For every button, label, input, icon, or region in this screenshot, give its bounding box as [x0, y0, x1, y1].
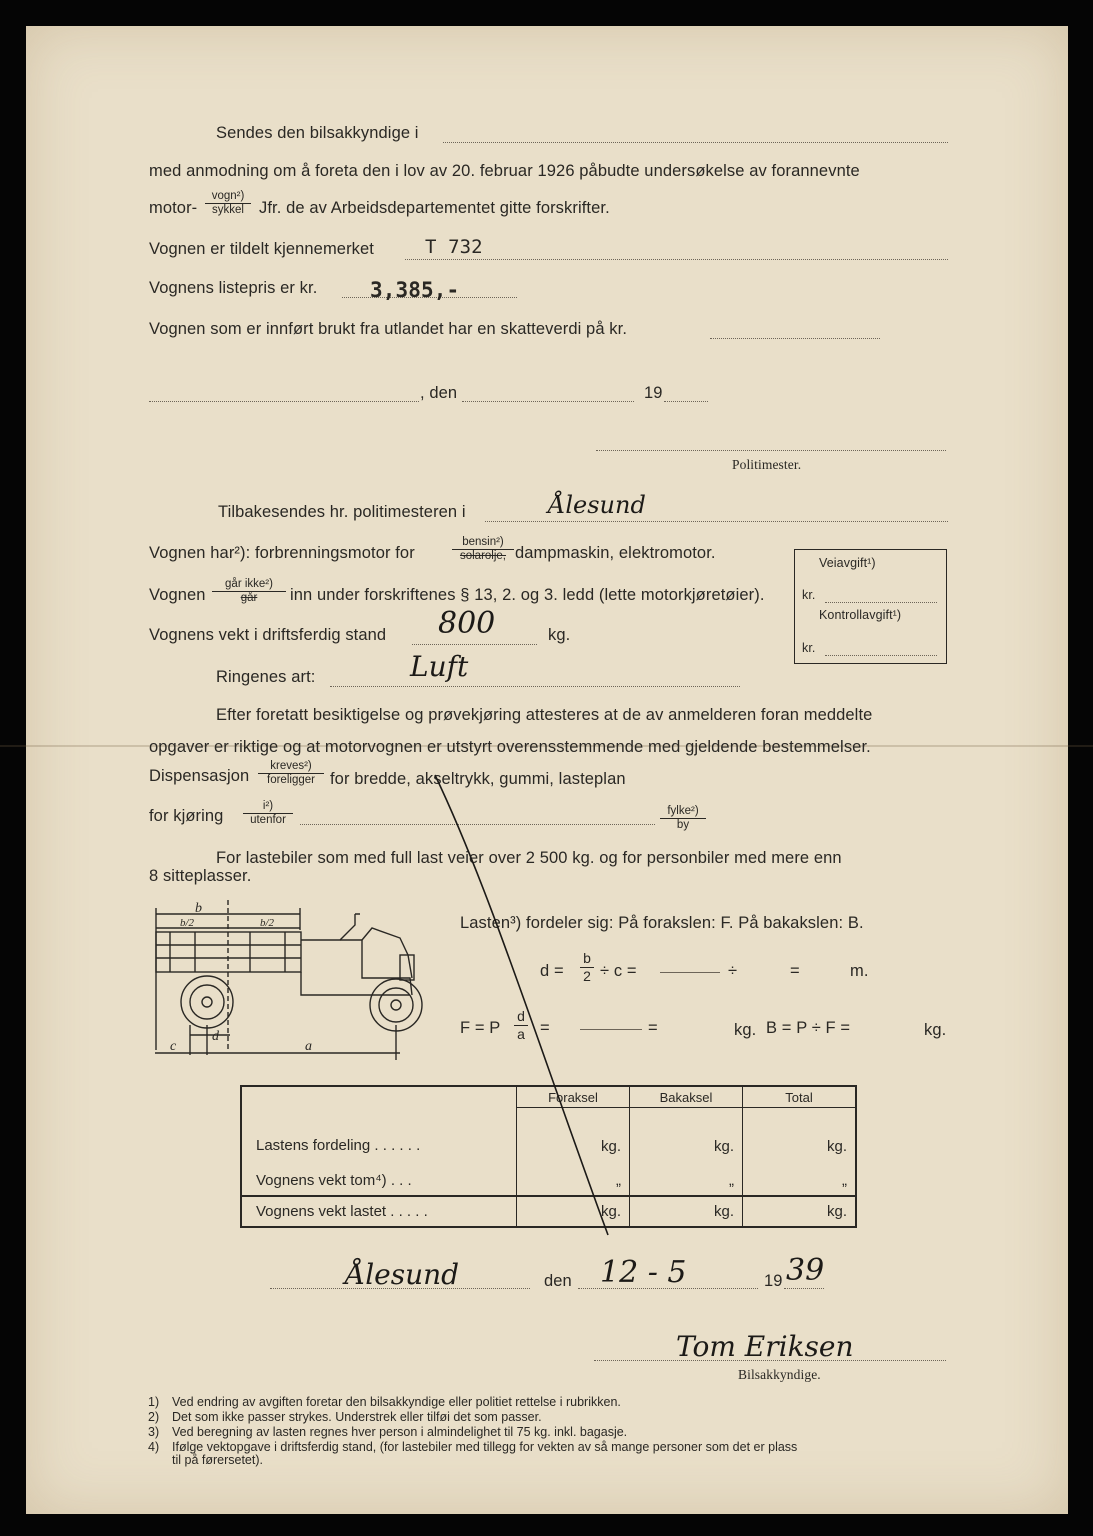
f-eq3: = — [648, 1019, 658, 1037]
kontrollavgift-label: Kontrollavgift¹) — [819, 608, 902, 622]
d-eq: d = — [540, 962, 564, 980]
f-eq: F = P — [460, 1019, 501, 1037]
b-num: b — [580, 950, 594, 968]
attest-line2: opgaver er riktige og at motorvognen er utstyrt overensstemmende med gjeldende bestemmelser. — [149, 738, 871, 756]
fee-box — [794, 549, 947, 664]
footnote-3-num: 3) — [148, 1425, 160, 1439]
footnote-1-num: 1) — [148, 1395, 160, 1409]
vekt-unit: kg. — [548, 626, 571, 644]
skatteverdi-field[interactable] — [710, 338, 880, 339]
gaar-bottom: går — [240, 592, 258, 604]
two-den: 2 — [583, 968, 591, 984]
d-rest: ÷ c = — [600, 962, 637, 980]
d-eq2: = — [790, 962, 800, 980]
ringenes-label: Ringenes art: — [216, 668, 316, 686]
footnote-4-num: 4) — [148, 1440, 160, 1454]
diagram-label-c: c — [170, 1039, 177, 1054]
footnote-4: Ifølge vektopgave i driftsferdig stand, (for lastebiler med tillegg for vekten av så mange personer som det er plass — [172, 1440, 798, 1454]
truck-diagram — [150, 900, 435, 1065]
motor-frac-bottom: sykkel — [212, 204, 244, 216]
kjoring-top: i²) — [243, 800, 293, 814]
table-cell[interactable]: „ — [517, 1166, 630, 1196]
diagram-label-b: b — [195, 901, 202, 916]
vekt-field[interactable] — [412, 644, 537, 645]
diagram-label-b-half-1: b/2 — [180, 917, 195, 929]
place-handwritten: Ålesund — [345, 1258, 460, 1291]
strike-line — [430, 770, 630, 1240]
attest-line1: Efter foretatt besiktigelse og prøvekjøring attesteres at de av anmelderen foran meddelte — [216, 706, 873, 724]
footnote-4-cont: til på førersetet). — [172, 1453, 263, 1467]
vekt-handwritten: 800 — [438, 606, 496, 641]
gaar-rest: inn under forskriftenes § 13, 2. og 3. ledd (lette motorkjøretøier). — [290, 586, 765, 604]
year-prefix-top: 19 — [644, 384, 663, 402]
row-label: Vognens vekt lastet . . . . . — [241, 1196, 517, 1227]
disp-label: Dispensasjon — [149, 767, 250, 785]
m-unit: m. — [850, 962, 869, 980]
bilsakkyndige-label: Bilsakkyndige. — [738, 1367, 821, 1382]
disp-fraction — [258, 760, 324, 787]
motor-prefix: motor- — [149, 199, 198, 217]
den-label-top: , den — [420, 384, 458, 402]
gaar-top: går ikke²) — [212, 578, 286, 592]
table-cell[interactable]: kg. — [743, 1108, 857, 1167]
b-eq: B = P ÷ F = — [766, 1019, 851, 1037]
f-kg: kg. — [734, 1021, 757, 1039]
table-cell[interactable]: kg. — [517, 1108, 630, 1167]
a-den: a — [517, 1026, 525, 1042]
d-div: ÷ — [728, 962, 738, 980]
den-label-bottom: den — [544, 1272, 572, 1290]
year-field-top[interactable] — [664, 401, 708, 402]
f-eq2: = — [540, 1019, 550, 1037]
footnote-3: Ved beregning av lasten regnes hver person i almindelighet til 75 kg. inkl. bagasje. — [172, 1425, 628, 1439]
vognen-har-rest: dampmaskin, elektromotor. — [515, 544, 716, 562]
listepris-value: 3,385,- — [370, 278, 460, 302]
motor-rest: Jfr. de av Arbeidsdepartementet gitte forskrifter. — [259, 199, 610, 217]
veiavgift-field[interactable] — [825, 602, 937, 603]
fuel-top: bensin²) — [452, 536, 514, 550]
kontrollavgift-kr: kr. — [802, 641, 816, 655]
table-cell[interactable]: kg. — [743, 1196, 857, 1227]
row-label: Lastens fordeling . . . . . . — [256, 1137, 421, 1155]
header-foraksel: Foraksel — [517, 1086, 630, 1108]
kjoring-fraction — [243, 800, 293, 827]
motor-frac-top: vogn²) — [205, 190, 251, 204]
veiavgift-kr: kr. — [802, 588, 816, 602]
diagram-label-a: a — [305, 1039, 312, 1054]
table-cell[interactable]: kg. — [630, 1196, 743, 1227]
header-total: Total — [743, 1086, 857, 1108]
bilsakkyndige-signature-line[interactable] — [594, 1360, 946, 1361]
footnote-2: Det som ikke passer strykes. Understrek eller tilføi det som passer. — [172, 1410, 542, 1424]
skatteverdi-label: Vognen som er innført brukt fra utlandet har en skatteverdi på kr. — [149, 320, 628, 338]
laste-line1: For lastebiler som med full last veier over 2 500 kg. og for personbiler med mere enn — [216, 849, 842, 867]
place-field-top[interactable] — [149, 401, 419, 402]
fuel-fraction — [452, 536, 514, 563]
table-cell[interactable]: kg. — [630, 1108, 743, 1167]
year-handwritten: 39 — [786, 1253, 825, 1288]
diagram-label-b-half-2: b/2 — [260, 917, 275, 929]
date-handwritten: 12 - 5 — [600, 1255, 687, 1290]
table-cell[interactable]: „ — [630, 1166, 743, 1196]
fuel-bottom: solarolje, — [459, 550, 507, 562]
diagram-label-d: d — [212, 1029, 219, 1044]
sendes-label: Sendes den bilsakkyndige i — [216, 124, 419, 142]
kjennemerke-field[interactable] — [405, 259, 948, 260]
listepris-label: Vognens listepris er kr. — [149, 279, 318, 297]
row-label: Vognens vekt tom⁴) . . . — [256, 1171, 412, 1189]
ringenes-field[interactable] — [330, 686, 740, 687]
kjennemerke-label: Vognen er tildelt kjennemerket — [149, 240, 374, 258]
request-line: med anmodning om å foreta den i lov av 20. februar 1926 påbudte undersøkelse av forannevnte — [149, 162, 860, 180]
fylke-fraction — [660, 805, 706, 832]
fylke-top: fylke²) — [660, 805, 706, 819]
kjoring-label: for kjøring — [149, 807, 224, 825]
d-field-1[interactable] — [660, 972, 720, 973]
disp-top: kreves²) — [258, 760, 324, 774]
bilsakkyndige-signature: Tom Eriksen — [676, 1330, 854, 1363]
kjennemerke-value: T 732 — [425, 236, 483, 258]
tilbake-handwritten: Ålesund — [548, 491, 646, 519]
vognen-har-label: Vognen har²): forbrenningsmotor for — [149, 544, 415, 562]
year-prefix-bottom: 19 — [764, 1272, 783, 1290]
footnote-1: Ved endring av avgiften foretar den bilsakkyndige eller politiet rettelse i rubrikken. — [172, 1395, 621, 1409]
disp-rest: for bredde, akseltrykk, gummi, lasteplan — [330, 770, 626, 788]
table-cell[interactable]: kg. — [517, 1196, 630, 1227]
politimester-label: Politimester. — [732, 457, 802, 472]
lasten-line: Lasten³) fordeler sig: På forakslen: F. På bakakslen: B. — [460, 914, 864, 932]
vekt-label: Vognens vekt i driftsferdig stand — [149, 626, 387, 644]
veiavgift-label: Veiavgift¹) — [819, 556, 876, 570]
politimester-signature-line[interactable] — [596, 450, 946, 451]
date-field-top[interactable] — [462, 401, 634, 402]
disp-bottom: foreligger — [267, 774, 315, 786]
header-bakaksel: Bakaksel — [630, 1086, 743, 1108]
gaar-fraction — [212, 578, 286, 605]
b-kg: kg. — [924, 1021, 947, 1039]
tilbake-field[interactable] — [485, 521, 948, 522]
vognen-label: Vognen — [149, 586, 206, 604]
ringenes-handwritten: Luft — [410, 650, 469, 683]
motor-fraction — [205, 190, 251, 217]
table-cell[interactable]: „ — [743, 1166, 857, 1196]
sendes-field[interactable] — [443, 142, 948, 143]
laste-line2: 8 sitteplasser. — [149, 867, 252, 885]
year-field-bottom[interactable] — [784, 1288, 824, 1289]
kjoring-bottom: utenfor — [250, 814, 286, 826]
tilbake-label: Tilbakesendes hr. politimesteren i — [218, 503, 466, 521]
kontrollavgift-field[interactable] — [825, 655, 937, 656]
fylke-bottom: by — [676, 819, 690, 831]
d-num: d — [514, 1008, 528, 1026]
footnote-2-num: 2) — [148, 1410, 160, 1424]
